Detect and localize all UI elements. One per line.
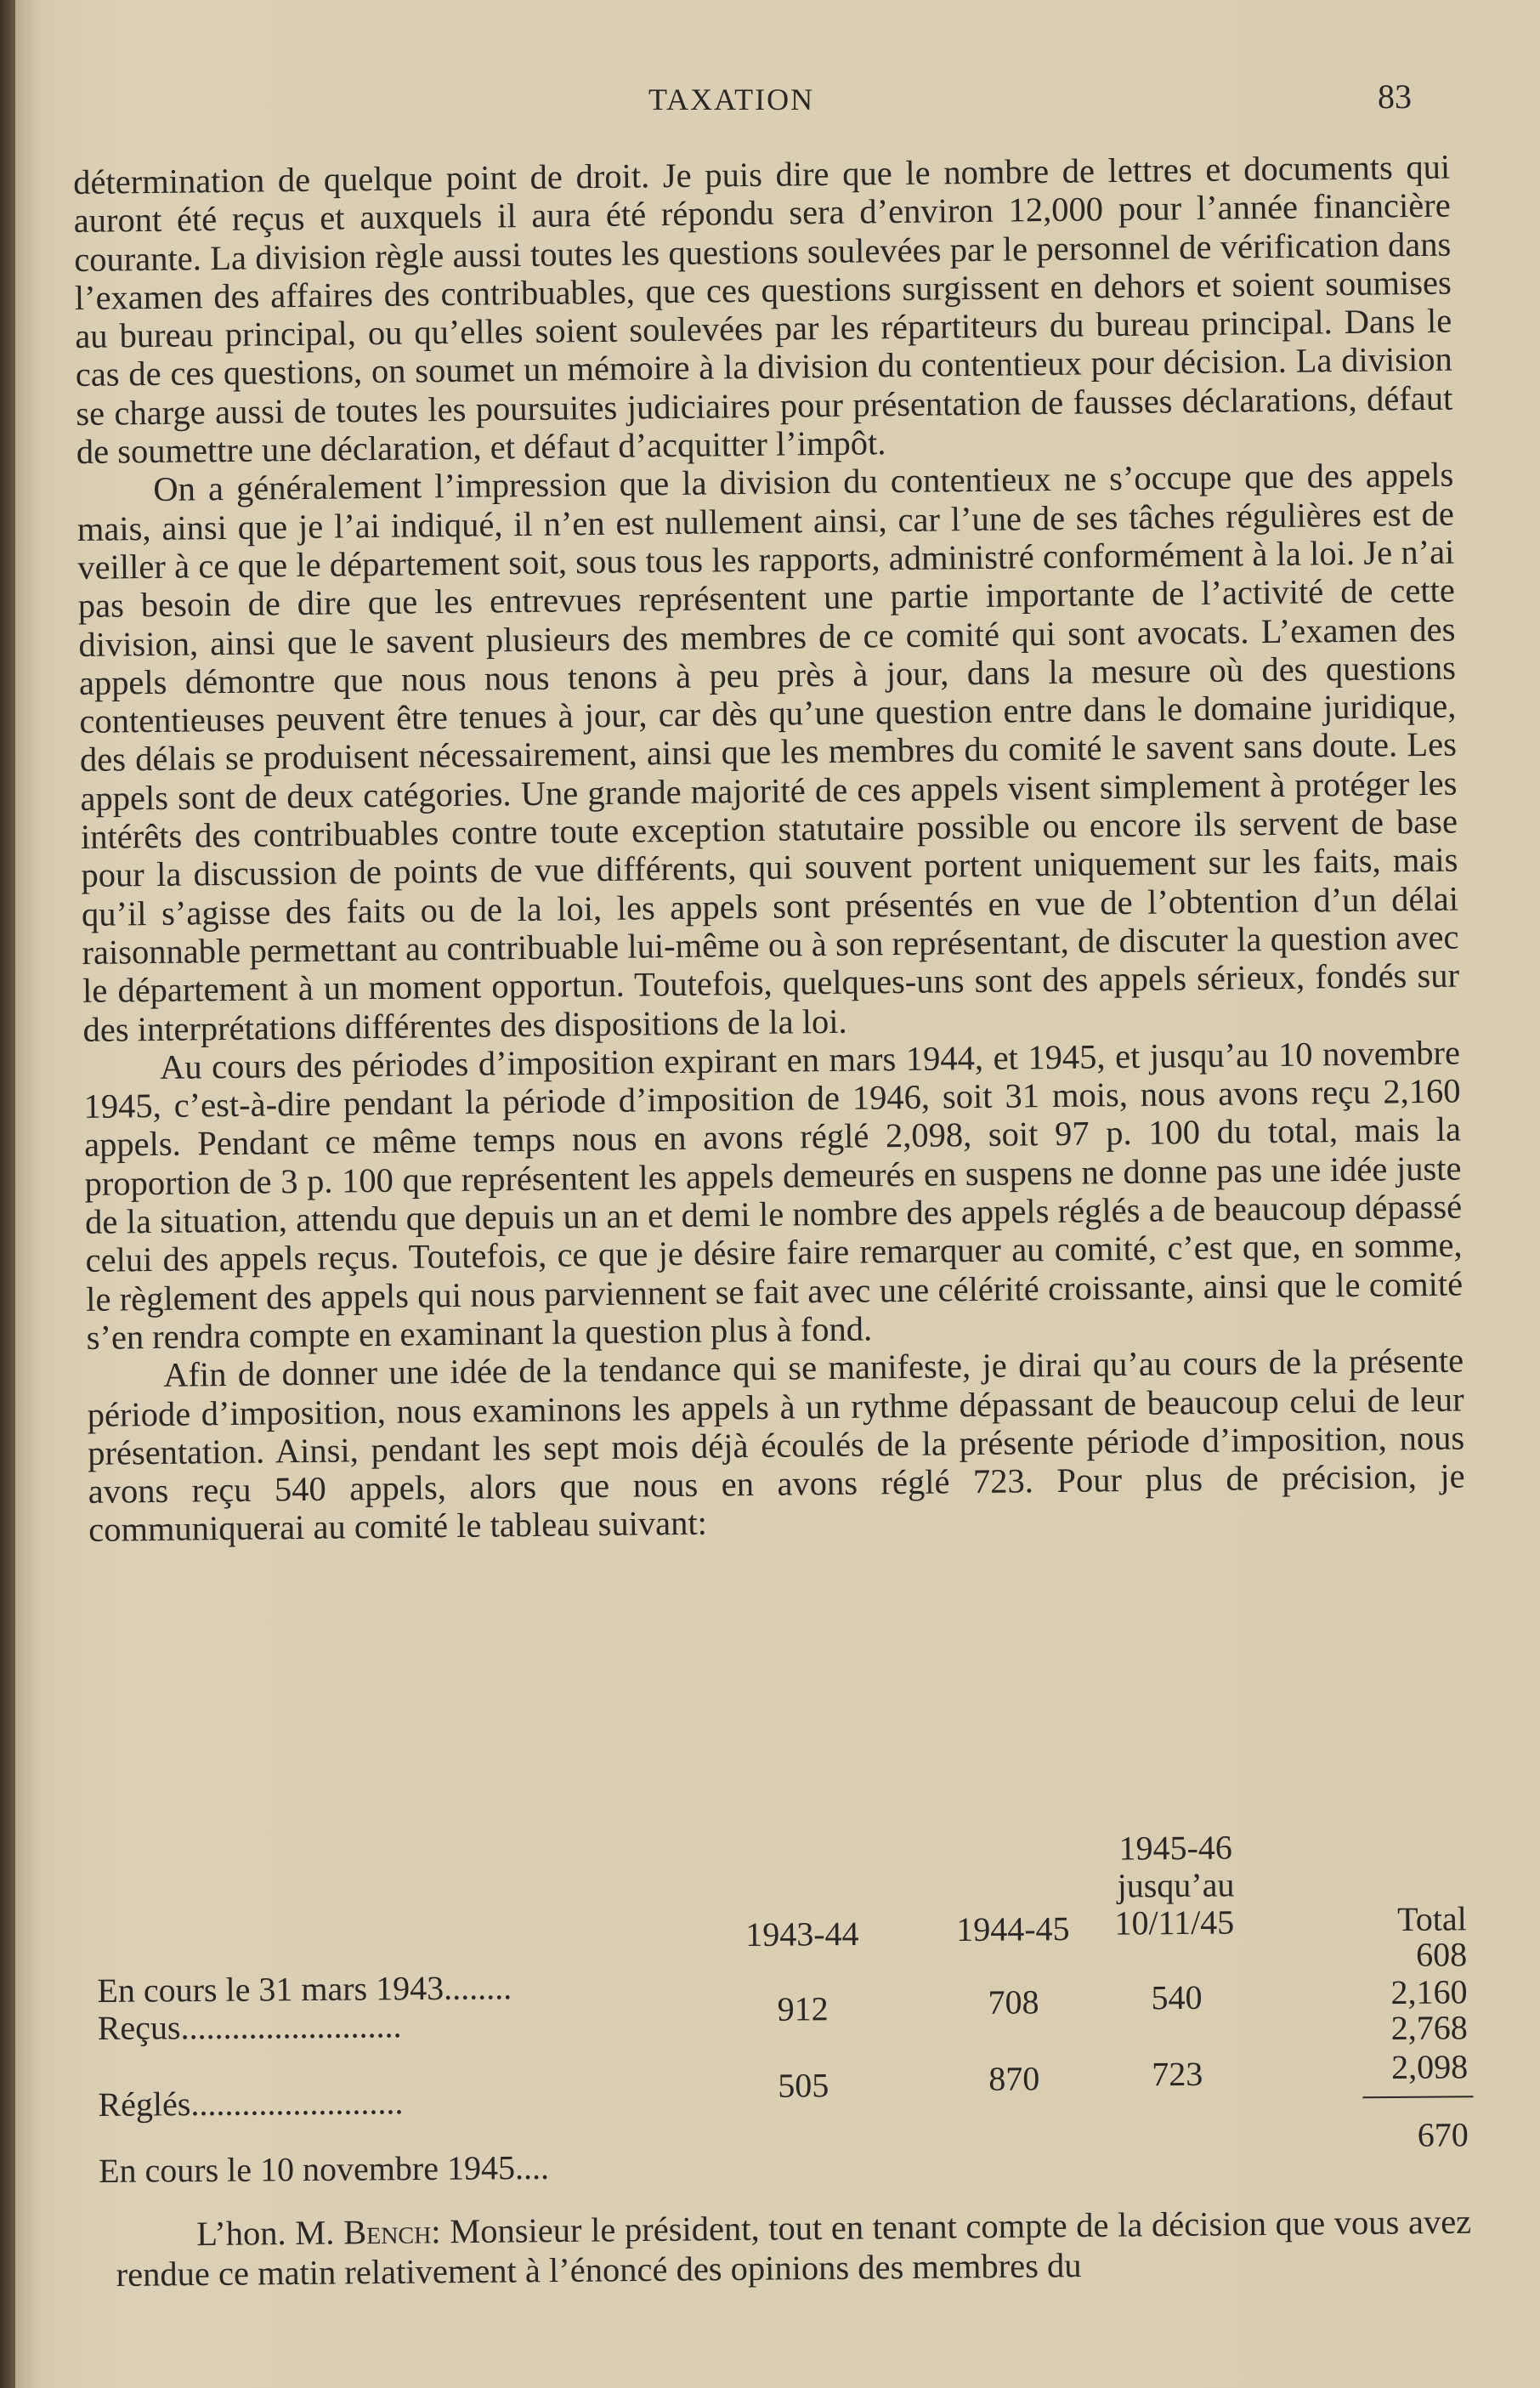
cell-total-en-cours-1943: 608 — [1415, 1935, 1468, 1974]
col-header-date: 10/11/45 — [1114, 1903, 1235, 1943]
appeals-table — [96, 1825, 1475, 2193]
col-header-jusqu-au: jusqu’au — [1117, 1865, 1235, 1905]
paragraph-tendance: Afin de donner une idée de la tendance qui se manifeste, je dirai qu’au cours de la présente période d’imposition, nous examinons les appels à un rythme dépassant de beaucoup celui de leur présentation. Ainsi, pendant les sept mois déjà écoulés de la présente période d’imposition, nous avons reçu 540 appels, alors que nous en avons réglé 723. Pour plus de précision, je communiquerai au comité le tableau suivant: — [87, 1341, 1465, 1550]
cell-regles-1944-45: 870 — [988, 2059, 1040, 2098]
document-page — [15, 0, 1540, 2388]
row-label-recus: Reçus.......................... — [97, 2006, 402, 2047]
paragraph-appels-recus: Au cours des périodes d’imposition expirant en mars 1944, et 1945, et jusqu’au 10 novembre 1945, c’est-à-dire pendant la période d’imposition de 1946, soit 31 mois, nous avons reçu 2,160 appels. Pendant ce même temps nous en avons réglé 2,098, soit 97 p. 100 du total, mais la proportion de 3 p. 100 que représentent les appels demeurés en suspens ne donne pas une idée juste de la situation, attendu que depuis un an et demi le nombre des appels réglés a de beaucoup dépassé celui des appels reçus. Toutefois, ce que je désire faire remarquer au comité, c’est que, en somme, le règlement des appels qui nous parviennent se fait avec une célérité croissante, ainsi que le comité s’en rendra compte en examinant la question plus à fond. — [83, 1033, 1464, 1357]
row-label-regles: Réglés......................... — [98, 2083, 404, 2124]
running-head — [15, 77, 1540, 128]
cell-total-recus: 2,160 — [1390, 1972, 1468, 2012]
cell-recus-1944-45: 708 — [988, 1982, 1039, 2022]
cell-regles-1943-44: 505 — [778, 2066, 829, 2105]
row-label-en-cours-1945: En cours le 10 novembre 1945.... — [98, 2147, 550, 2190]
cell-recus-1943-44: 912 — [777, 1989, 829, 2028]
col-header-1945-46: 1945-46 — [1118, 1828, 1232, 1868]
paragraph-contentieux: On a généralement l’impression que la division du contentieux ne s’occupe que des appels mais, ainsi que je l’ai indiqué, il n’en est nullement ainsi, car l’une de ses tâches régulières est de veiller à ce que le département soit, sous tous les rapports, administré conformément à la loi. Je n’ai pas besoin de dire que les entrevues représentent une partie importante de l’activité de cette division, ainsi que le savent plusieurs des membres de ce comité qui sont avocats. L’examen des appels démontre que nous nous tenons à peu près à jour, dans la mesure où des questions contentieuses peuvent être tenues à jour, car dès qu’une question entre dans le domaine juridique, des délais se produisent nécessairement, ainsi que les membres du comité le savent sans doute. Les appels sont de deux catégories. Une grande majorité de ces appels visent simplement à protéger les intérêts des contribuables contre toute exception statutaire possible ou encore ils servent de base pour la discussion de points de vue différents, qui souvent portent uniquement sur les faits, mais qu’il s’agisse des faits ou de la loi, les appels sont présentés en vue de l’obtention d’un délai raisonnable permettant au contribuable lui-même ou à son représentant, de discuter la question avec le département à un moment opportun. Toutefois, quelques-uns sont des appels sérieux, fondés sur des interprétations différentes des dispositions de la loi. — [76, 455, 1460, 1049]
cell-total-regles: 2,098 — [1391, 2047, 1469, 2087]
paragraph-continuation: détermination de quelque point de droit. Je puis dire que le nombre de lettres et documents qui auront été reçus et auxquels il aura été répondu sera d’environ 12,000 pour l’année financière courante. La division règle aussi toutes les questions soulevées par le personnel de vérification dans l’examen des affaires des contribuables, que ces questions surgissent en dehors et soient soumises au bureau principal, ou qu’elles soient soulevées par les répartiteurs du bureau principal. Dans le cas de ces questions, on soumet un mémoire à la division du contentieux pour décision. La division se charge aussi de toutes les poursuites judiciaires pour présentation de fausses déclarations, défaut de soumettre une déclaration, et défaut d’acquitter l’impôt. — [73, 147, 1453, 472]
col-header-total: Total — [1397, 1899, 1467, 1938]
speaker-prefix: L’hon. M. — [196, 2213, 344, 2254]
closing-paragraph — [116, 2202, 1472, 2294]
body-text — [73, 148, 1465, 1550]
row-label-en-cours-1943: En cours le 31 mars 1943........ — [97, 1968, 512, 2010]
speaker-name: Bench — [343, 2212, 432, 2252]
page-number: 83 — [1378, 77, 1412, 116]
cell-regles-1945-46: 723 — [1152, 2054, 1203, 2094]
col-header-1943-44: 1943-44 — [745, 1914, 859, 1954]
cell-subtotal: 2,768 — [1390, 2008, 1468, 2048]
col-header-1944-45: 1944-45 — [956, 1909, 1070, 1949]
cell-recus-1945-46: 540 — [1151, 1977, 1203, 2017]
book-spine-shadow — [0, 0, 15, 2388]
cell-total-en-cours-1945: 670 — [1417, 2115, 1469, 2154]
closing-text: : Monsieur le président, tout en tenant compte de la décision que vous avez rendue ce matin relativement à l’énoncé des opinions des membres du — [116, 2202, 1472, 2294]
total-rule — [1362, 2096, 1473, 2098]
running-title: TAXATION — [648, 82, 815, 116]
